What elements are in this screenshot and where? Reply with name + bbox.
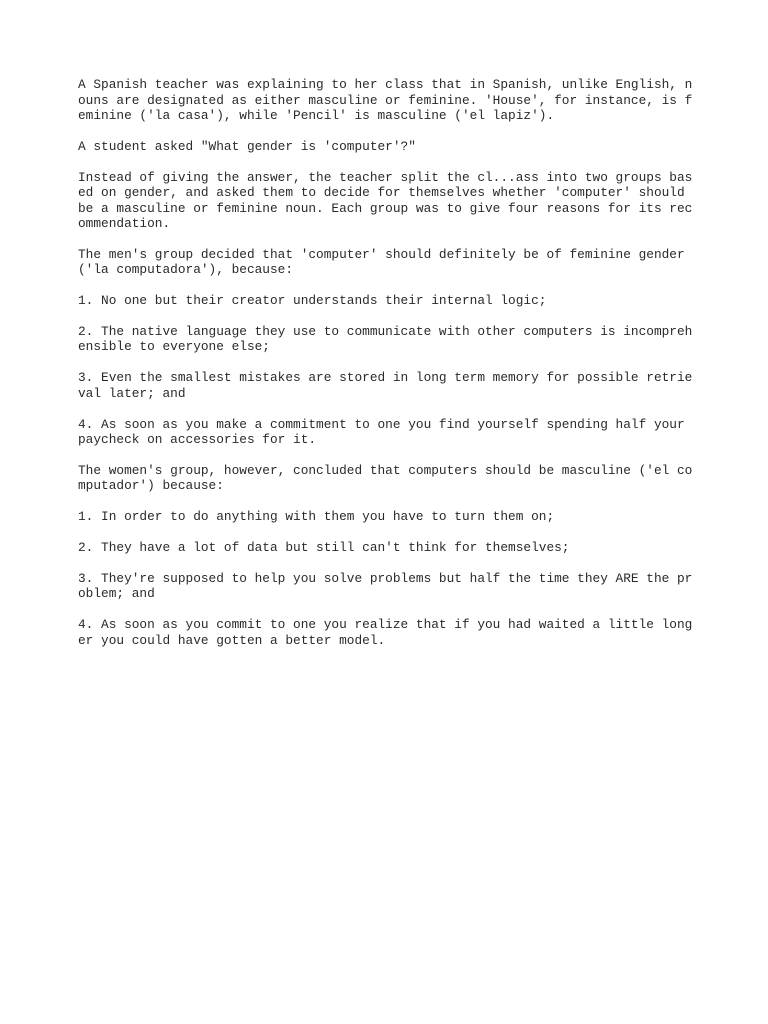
intro-paragraph: A Spanish teacher was explaining to her class that in Spanish, unlike English, n ouns are designated as either masculine or feminine. 'House', for instance, is f eminine ('la casa'), while 'Pencil' is masculine ('el lapiz').	[78, 77, 693, 123]
womens-reason-1: 1. In order to do anything with them you have to turn them on;	[78, 509, 555, 525]
womens-group-intro: The women's group, however, concluded that computers should be masculine ('el co mputador') because:	[78, 462, 693, 494]
womens-reason-4: 4. As soon as you commit to one you realize that if you had waited a little long er you could have gotten a better model.	[78, 617, 693, 648]
mens-reason-1: 1. No one but their creator understands their internal logic;	[78, 293, 547, 309]
womens-reason-3: 3. They're supposed to help you solve problems but half the time they ARE the pr oblem; and	[78, 570, 693, 602]
teacher-instructions: Instead of giving the answer, the teacher split the cl...ass into two groups bas ed on gender, and asked them to decide for themselves whether 'computer' should be a masculine or feminine noun. Each group was to give four reasons for its rec ommendation.	[78, 169, 693, 232]
mens-group-intro: The men's group decided that 'computer' should definitely be of feminine gender ('la computadora'), because:	[78, 246, 685, 278]
student-question: A student asked "What gender is 'computer'?"	[78, 138, 416, 154]
mens-reason-4: 4. As soon as you make a commitment to one you find yourself spending half your paycheck on accessories for it.	[78, 416, 685, 448]
mens-reason-3: 3. Even the smallest mistakes are stored in long term memory for possible retrie val later; and	[78, 370, 693, 401]
document-body	[78, 77, 698, 663]
womens-reason-2: 2. They have a lot of data but still can't think for themselves;	[78, 539, 570, 555]
mens-reason-2: 2. The native language they use to communicate with other computers is incompreh ensible to everyone else;	[78, 323, 693, 355]
